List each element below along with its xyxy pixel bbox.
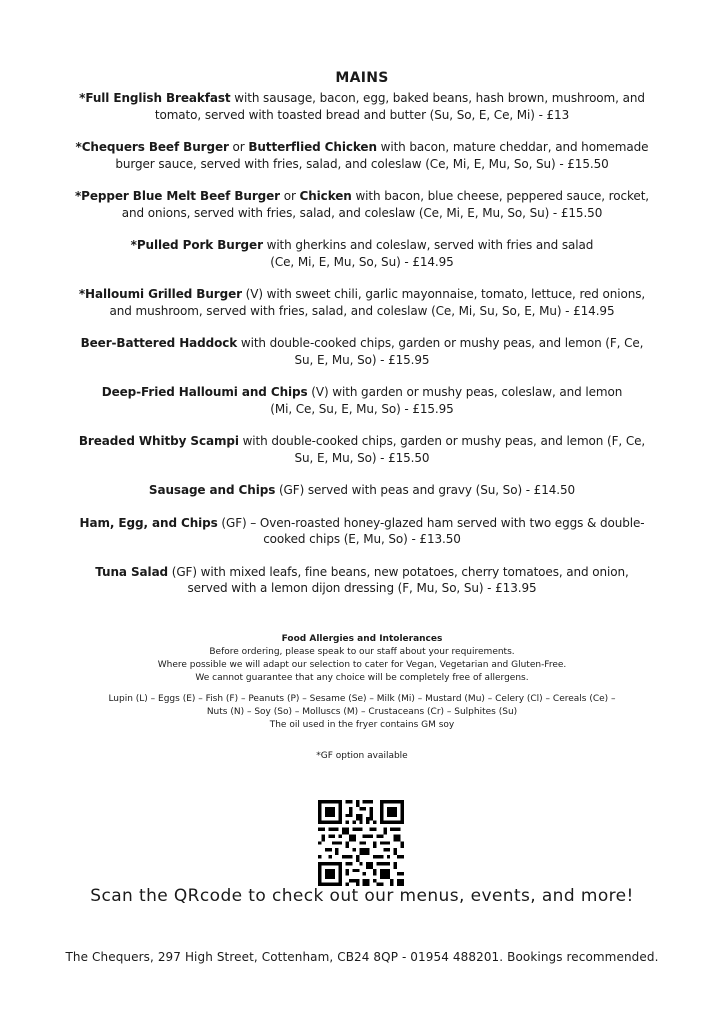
item-name: *Chequers Beef Burger <box>75 140 229 154</box>
item-description: (GF) – Oven-roasted honey-glazed ham served with two eggs & double- <box>217 515 645 530</box>
allergen-list-line: Nuts (N) – Soy (So) – Molluscs (M) – Crustaceans (Cr) – Sulphites (Su) <box>206 707 518 717</box>
item-name: *Full English Breakfast <box>79 91 231 105</box>
menu-item-halloumi-burger <box>62 286 662 319</box>
item-details: cooked chips (E, Mu, So) - £13.50 <box>263 532 461 546</box>
allergy-heading: Food Allergies and Intolerances <box>281 634 443 644</box>
allergen-list-line: Lupin (L) – Eggs (E) – Fish (F) – Peanuts (P) – Sesame (Se) – Milk (Mi) – Mustard (Mu) – Celery (Cl) – Cereals (Ce) – <box>108 694 616 704</box>
item-name: *Halloumi Grilled Burger <box>78 287 242 301</box>
menu-item-pulled-pork <box>62 237 662 270</box>
gf-option-note: *GF option available <box>316 751 408 761</box>
allergy-info <box>40 633 684 732</box>
item-details: and onions, served with fries, salad, and coleslaw (Ce, Mi, E, Mu, So, Su) - £15.50 <box>121 205 603 220</box>
page-title: MAINS <box>335 70 389 86</box>
menu-item-tuna-salad <box>62 564 662 597</box>
item-description: with bacon, blue cheese, peppered sauce, rocket, <box>351 189 650 203</box>
item-description: (GF) with mixed leafs, fine beans, new potatoes, cherry tomatoes, and onion, <box>168 564 629 579</box>
qr-code-icon[interactable] <box>318 800 404 886</box>
item-name: Ham, Egg, and Chips <box>79 515 218 530</box>
item-name: *Pulled Pork Burger <box>130 238 263 252</box>
menu-item-chequers-burger <box>62 139 662 172</box>
item-name: Tuna Salad <box>95 564 169 579</box>
item-details: (Mi, Ce, Su, E, Mu, So) - £15.95 <box>270 401 454 416</box>
menu-item-scampi <box>62 433 662 466</box>
menu-item-pepper-blue-melt <box>62 188 662 221</box>
menu-item-full-english <box>62 90 662 123</box>
item-name: Beer-Battered Haddock <box>80 336 238 350</box>
item-details: tomato, served with toasted bread and butter (Su, So, E, Ce, Mi) - £13 <box>154 107 570 122</box>
item-connector: or <box>228 140 249 154</box>
fryer-oil-note: The oil used in the fryer contains GM soy <box>269 720 455 730</box>
item-details: and mushroom, served with fries, salad, and coleslaw (Ce, Mi, Su, So, E, Mu) - £14.95 <box>109 303 615 318</box>
allergy-text-line: Before ordering, please speak to our staff about your requirements. <box>209 647 515 657</box>
item-description: (V) with garden or mushy peas, coleslaw, and lemon <box>307 385 623 399</box>
item-details: (Ce, Mi, E, Mu, So, Su) - £14.95 <box>270 254 454 269</box>
item-name: *Pepper Blue Melt Beef Burger <box>74 189 280 203</box>
item-description: (V) with sweet chili, garlic mayonnaise, tomato, lettuce, red onions, <box>241 287 646 301</box>
menu-item-deep-fried-halloumi <box>62 384 662 417</box>
item-details: served with a lemon dijon dressing (F, Mu, So, Su) - £13.95 <box>187 581 537 595</box>
item-details: Su, E, Mu, So) - £15.95 <box>294 352 430 367</box>
item-description: with gherkins and coleslaw, served with fries and salad <box>262 238 594 252</box>
item-details: Su, E, Mu, So) - £15.50 <box>294 450 430 465</box>
item-description: with sausage, bacon, egg, baked beans, hash brown, mushroom, and <box>230 91 645 105</box>
item-description: with bacon, mature cheddar, and homemade <box>376 140 649 154</box>
menu-item-ham-egg-chips <box>62 515 662 548</box>
item-description: with double-cooked chips, garden or mushy peas, and lemon (F, Ce, <box>238 434 646 448</box>
item-name: Sausage and Chips <box>148 483 276 497</box>
item-name-alt: Chicken <box>299 189 352 203</box>
item-description: (GF) served with peas and gravy (Su, So) - £14.50 <box>275 483 576 497</box>
item-description: with double-cooked chips, garden or mushy peas, and lemon (F, Ce, <box>237 336 644 350</box>
menu-item-haddock <box>62 335 662 368</box>
mains-list <box>62 90 662 613</box>
item-connector: or <box>280 189 300 203</box>
item-name: Breaded Whitby Scampi <box>78 434 239 448</box>
menu-item-sausage-chips <box>62 482 662 499</box>
allergy-text-line: We cannot guarantee that any choice will be completely free of allergens. <box>195 673 529 683</box>
item-details: burger sauce, served with fries, salad, and coleslaw (Ce, Mi, E, Mu, So, Su) - £15.50 <box>115 156 609 171</box>
item-name: Deep-Fried Halloumi and Chips <box>101 385 308 399</box>
footer-address: The Chequers, 297 High Street, Cottenham, CB24 8QP - 01954 488201. Bookings recommended. <box>65 950 659 964</box>
allergy-text-line: Where possible we will adapt our selection to cater for Vegan, Vegetarian and Gluten-Free. <box>157 660 567 670</box>
item-name-alt: Butterflied Chicken <box>248 140 377 154</box>
scan-qr-caption: Scan the QRcode to check out our menus, events, and more! <box>90 886 634 906</box>
